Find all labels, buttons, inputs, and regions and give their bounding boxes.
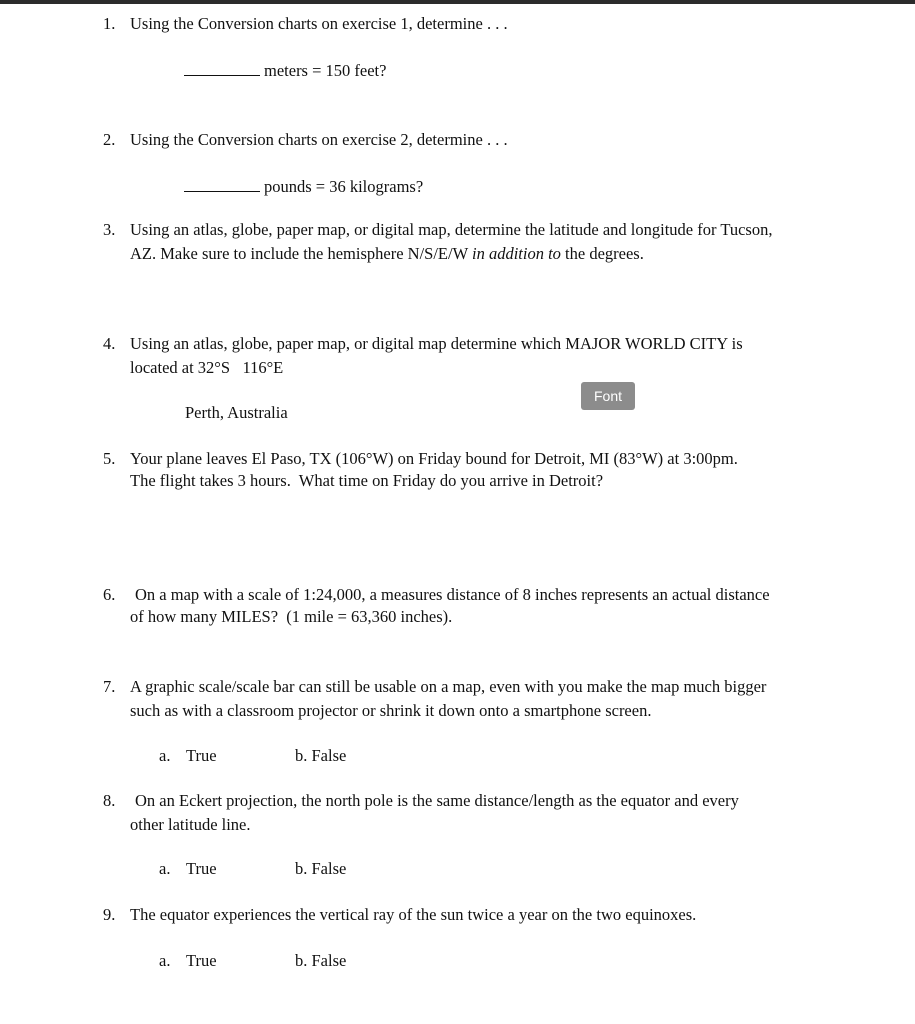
question-text-line-1: Using an atlas, globe, paper map, or digital map determine which MAJOR WORLD CITY is [130, 334, 743, 353]
option-a[interactable]: True [186, 746, 217, 765]
answer-blank[interactable] [184, 190, 260, 192]
question-text-line-2: other latitude line. [130, 815, 251, 834]
option-b[interactable]: b. False [295, 951, 347, 970]
answer-line [184, 61, 386, 81]
question-text-line-1: On a map with a scale of 1:24,000, a measures distance of 8 inches represents an actual distance [135, 585, 770, 604]
question-text-line-2: such as with a classroom projector or shrink it down onto a smartphone screen. [130, 701, 652, 720]
question-text-line-2: of how many MILES? (1 mile = 63,360 inches). [130, 607, 453, 626]
question-text-line-1: The equator experiences the vertical ray of the sun twice a year on the two equinoxes. [130, 905, 697, 924]
question-text: Using the Conversion charts on exercise 2, determine . . . [130, 130, 508, 149]
answer-text: pounds = 36 kilograms? [264, 177, 424, 196]
option-a[interactable]: True [186, 859, 217, 878]
question-text-line-1: Using an atlas, globe, paper map, or digital map, determine the latitude and longitude for Tucson, [130, 220, 773, 239]
option-a-label: a. [159, 951, 171, 970]
question-text: Using the Conversion charts on exercise 1, determine . . . [130, 14, 508, 33]
question-number: 3. [103, 220, 116, 239]
question-text-line-1: A graphic scale/scale bar can still be usable on a map, even with you make the map much bigger [130, 677, 767, 696]
font-button[interactable]: Font [581, 382, 635, 410]
option-a[interactable]: True [186, 951, 217, 970]
option-b[interactable]: b. False [295, 859, 347, 878]
question-text-line-1: Your plane leaves El Paso, TX (106°W) on Friday bound for Detroit, MI (83°W) at 3:00pm. [130, 449, 738, 468]
question-number: 9. [103, 905, 116, 924]
question-text-line-1: On an Eckert projection, the north pole is the same distance/length as the equator and every [135, 791, 739, 810]
answer-line [184, 177, 423, 197]
question-text-line-2 [130, 244, 644, 264]
option-a-label: a. [159, 746, 171, 765]
question-text-line-2: located at 32°S 116°E [130, 358, 284, 377]
answer-text: meters = 150 feet? [264, 61, 387, 80]
question-number: 8. [103, 791, 116, 810]
text-segment: the degrees. [560, 244, 644, 263]
question-number: 4. [103, 334, 116, 353]
question-number: 6. [103, 585, 116, 604]
answer-blank[interactable] [184, 74, 260, 76]
question-number: 1. [103, 14, 116, 33]
top-border [0, 0, 915, 4]
question-number: 2. [103, 130, 116, 149]
text-segment: AZ. Make sure to include the hemisphere N/S/E/W [130, 244, 472, 263]
option-a-label: a. [159, 859, 171, 878]
question-number: 7. [103, 677, 116, 696]
option-b[interactable]: b. False [295, 746, 347, 765]
answer-text: Perth, Australia [185, 403, 288, 422]
question-text-line-2: The flight takes 3 hours. What time on Friday do you arrive in Detroit? [130, 471, 604, 490]
emphasis-text: in addition to [472, 244, 561, 263]
question-number: 5. [103, 449, 116, 468]
